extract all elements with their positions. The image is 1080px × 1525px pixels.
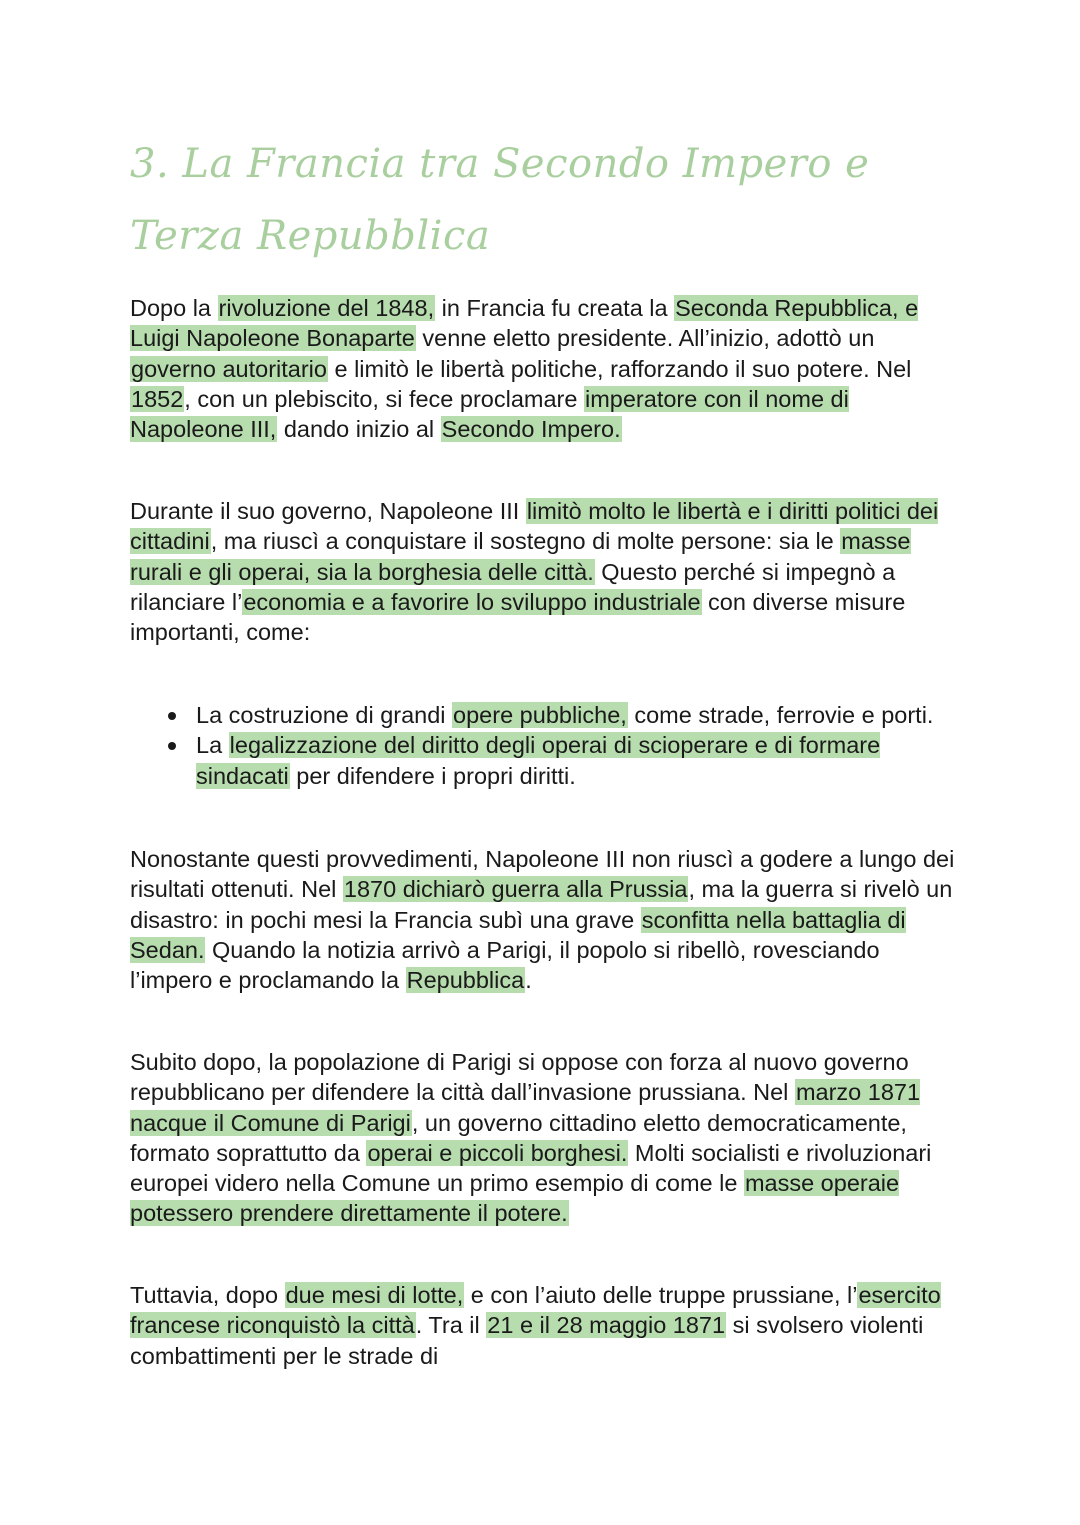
highlighted-text: due mesi di lotte,: [285, 1282, 464, 1308]
paragraph-2: [130, 496, 960, 647]
text-segment: si svolsero violenti combattimenti per le strade di: [130, 1312, 924, 1369]
highlighted-text: sconfitta nella battaglia di Sedan.: [130, 906, 906, 963]
text-segment: Quando la notizia arrivò a Parigi, il popolo si ribellò, rovesciando l’impero e proclamando la: [130, 936, 880, 994]
highlighted-text: opere pubbliche,: [453, 702, 627, 728]
highlighted-text: operai e piccoli borghesi.: [367, 1139, 628, 1166]
text-segment: , con un plebiscito, si fece proclamare: [184, 385, 584, 412]
paragraph-5: [130, 1280, 960, 1371]
text-segment: Durante il suo governo, Napoleone III: [130, 498, 526, 524]
text-segment: , ma riuscì a conquistare il sostegno di molte persone: sia le: [210, 528, 841, 555]
highlighted-text: limitò molto le libertà e i diritti politici dei cittadini: [130, 498, 939, 555]
text-segment: .: [525, 967, 532, 994]
highlighted-text: legalizzazione del diritto degli operai di scioperare e di formare sindacati: [196, 732, 881, 789]
highlighted-text: masse operaie potessero prendere direttamente il potere.: [130, 1170, 900, 1227]
text-segment: Questo perché si impegnò a rilanciare l’: [130, 558, 896, 615]
bullet-list: [130, 700, 960, 791]
paragraph-4: [130, 1047, 960, 1229]
text-segment: Tuttavia, dopo: [130, 1282, 285, 1308]
text-segment: e limitò le libertà politiche, rafforzando il suo potere. Nel: [327, 355, 912, 382]
list-item: [130, 730, 960, 791]
highlighted-text: rivoluzione del 1848,: [218, 295, 435, 321]
list-item-text: [196, 732, 880, 788]
text-segment: Dopo la: [130, 295, 218, 321]
text-segment: La costruzione di grandi: [196, 702, 453, 728]
highlighted-text: 1870 dichiarò guerra alla Prussia: [343, 876, 688, 903]
highlighted-text: governo autoritario: [131, 355, 327, 382]
text-segment: come strade, ferrovie e porti.: [627, 702, 934, 728]
text-segment: La: [196, 732, 229, 759]
text-segment: per difendere i propri diritti.: [289, 762, 576, 789]
highlighted-text: imperatore con il nome di Napoleone III,: [130, 385, 849, 443]
paragraph-text: [130, 1047, 960, 1229]
text-segment: , ma la guerra si rivelò un disastro: in pochi mesi la Francia subì una grave: [130, 876, 953, 933]
text-segment: Subito dopo, la popolazione di Parigi si oppose con forza al nuovo governo repubblicano per difendere la città dall’invasione prussiana. Nel: [130, 1049, 909, 1106]
list-item-text: [196, 702, 933, 728]
highlighted-text: economia e a favorire lo sviluppo industriale: [243, 588, 701, 615]
text-segment: dando inizio al: [277, 416, 441, 443]
paragraph-3: [130, 844, 960, 995]
highlighted-text: esercito francese riconquistò la città: [130, 1282, 941, 1339]
text-segment: in Francia fu creata la: [435, 295, 675, 321]
text-segment: . Tra il: [415, 1312, 487, 1339]
highlighted-text: marzo 1871 nacque il Comune di Parigi: [130, 1079, 921, 1136]
highlighted-text: 21 e il 28 maggio 1871: [487, 1312, 726, 1339]
text-segment: venne eletto presidente. All’inizio, adottò un: [415, 325, 875, 352]
highlighted-text: 1852: [131, 385, 184, 412]
text-segment: e con l’aiuto delle truppe prussiane, l’: [464, 1282, 858, 1308]
bullet-icon: [168, 742, 176, 750]
list-item: [130, 700, 960, 730]
text-segment: Molti socialisti e rivoluzionari europei videro nella Comune un primo esempio di come le: [130, 1139, 932, 1197]
highlighted-text: Seconda Repubblica, e Luigi Napoleone Bonaparte: [130, 295, 919, 352]
text-segment: Nonostante questi provvedimenti, Napoleone III non riuscì a godere a lungo dei risultati ottenuti. Nel: [130, 846, 955, 903]
text-segment: con diverse misure importanti, come:: [130, 588, 906, 646]
paragraph-1: [130, 293, 960, 444]
text-segment: , un governo cittadino eletto democraticamente, formato soprattutto da: [130, 1109, 907, 1166]
paragraph-text: [130, 293, 960, 444]
bullet-icon: [168, 712, 176, 720]
paragraph-text: [130, 496, 960, 647]
page-title: 3. La Francia tra Secondo Impero e Terza Repubblica: [130, 141, 870, 259]
highlighted-text: Secondo Impero.: [441, 416, 621, 443]
paragraph-text: [130, 1280, 960, 1371]
paragraph-text: [130, 844, 960, 995]
highlighted-text: Repubblica: [406, 967, 525, 994]
highlighted-text: masse rurali e gli operai, sia la borghesia delle città.: [130, 528, 911, 585]
